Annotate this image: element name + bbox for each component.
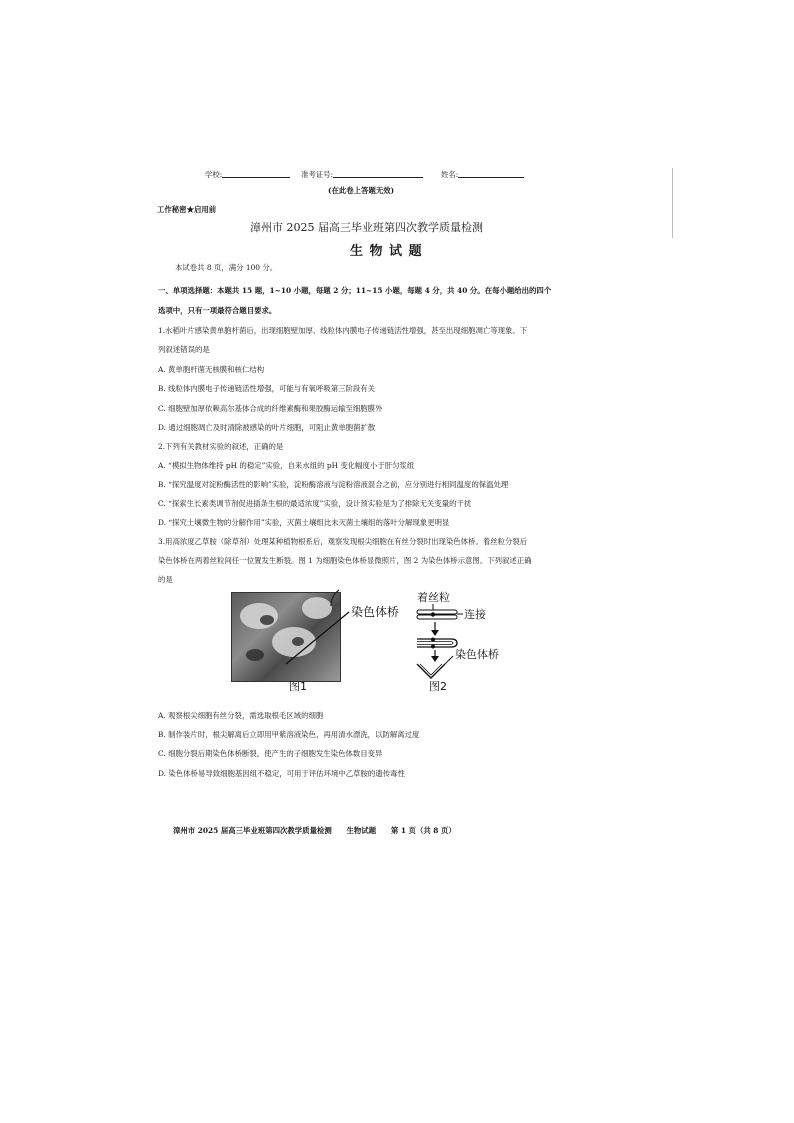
q1-stem-line2: 列叙述错误的是 <box>158 345 210 354</box>
school-field <box>205 168 290 180</box>
q3-stem-line2: 染色体桥在两着丝粒间任一位置发生断裂。图 1 为细胞染色体桥显微照片，图 2 为染色体桥示意图。下列叙述正确 <box>158 556 532 565</box>
scan-edge-mark <box>672 168 677 238</box>
fig2-arrowhead-1 <box>431 630 439 636</box>
fig1-callout-line <box>286 612 349 664</box>
section-heading-line1: 一、单项选择题：本题共 15 题，1~10 小题，每题 2 分；11~15 小题，每题 4 分，共 40 分。在每小题给出的四个 <box>158 286 552 295</box>
fig2-centromere-label: 着丝粒 <box>417 591 450 604</box>
q3-option-c: C. 细胞分裂后期染色体桥断裂，使产生的子细胞发生染色体数目变异 <box>158 749 383 758</box>
answer-note: (在此卷上答题无效) <box>328 186 395 195</box>
name-field <box>441 168 524 180</box>
q1-stem-line1: 1.水稻叶片感染黄单胞杆菌后，出现细胞壁加厚、线粒体内膜电子传递链活性增强，甚至出现细胞凋亡等现象。下 <box>158 326 528 335</box>
paper-intro: 本试卷共 8 页，满分 100 分。 <box>175 263 278 272</box>
q2-stem: 2.下列有关教材实验的叙述，正确的是 <box>158 442 284 451</box>
fig2-fused-chromatid <box>417 639 457 647</box>
fig2-chromatid-bottom <box>417 615 457 619</box>
fig1-label: 图1 <box>289 680 307 693</box>
section-heading-line2: 选项中，只有一项最符合题目要求。 <box>158 306 277 315</box>
fig2-fused-chromatid-inner <box>417 642 453 645</box>
q1-option-a: A. 黄单胞杆菌无核膜和核仁结构 <box>158 365 265 374</box>
q2-option-c: C. “探索生长素类调节剂促进插条生根的最适浓度”实验，设计预实验是为了排除无关变量的干扰 <box>158 499 472 508</box>
micrograph-corner-arc <box>331 590 339 606</box>
q3-stem-line1: 3.用高浓度乙草胺（除草剂）处理某种植物根系后，观察发现根尖细胞在有丝分裂时出现染色体桥。着丝粒分裂后 <box>158 537 528 546</box>
name-label: 姓名: <box>441 170 459 179</box>
q2-option-b: B. “探究温度对淀粉酶活性的影响”实验，淀粉酶溶液与淀粉溶液混合之前，应分别进行相同温度的保温处理 <box>158 480 509 489</box>
q1-option-d: D. 通过细胞凋亡及时清除被感染的叶片细胞，可阻止黄单胞菌扩散 <box>158 423 376 432</box>
q3-option-d: D. 染色体桥易导致细胞基因组不稳定，可用于评估环境中乙草胺的遗传毒性 <box>158 769 405 778</box>
fig2-bridge-shape <box>417 664 445 678</box>
subject-title: 生 物 试 题 <box>350 244 423 259</box>
figure-diagram-svg <box>231 586 521 696</box>
fig2-label: 图2 <box>429 680 447 693</box>
q3-option-a: A. 观察根尖细胞有丝分裂，需选取根毛区域的细胞 <box>158 711 324 720</box>
q3-option-b: B. 制作装片时，根尖解离后立即用甲紫溶液染色，再用清水漂洗，以防解离过度 <box>158 730 420 739</box>
fig2-chromatid-top <box>417 610 457 614</box>
confidential-mark: 工作秘密★启用前 <box>157 205 217 214</box>
fig1-callout-label: 染色体桥 <box>351 605 400 619</box>
fig2-centromere-dot <box>431 612 435 616</box>
fig2-centromere-dot-2 <box>431 638 435 642</box>
fig2-bridge-pointer <box>445 656 453 664</box>
q1-option-b: B. 线粒体内膜电子传递链活性增强，可能与有氧呼吸第三阶段有关 <box>158 384 376 393</box>
name-blank <box>458 168 524 178</box>
q1-option-c: C. 细胞壁加厚依赖高尔基体合成的纤维素酶和果胶酶运输至细胞膜外 <box>158 404 383 413</box>
page-footer: 漳州市 2025 届高三毕业班第四次教学质量检测 生物试题 第 1 页（共 8 页） <box>173 826 456 835</box>
fig2-centromere-dot-3 <box>431 645 435 649</box>
fig2-arrowhead-2 <box>431 656 439 662</box>
q2-option-d: D. “探究土壤微生物的分解作用”实验，灭菌土壤组比未灭菌土壤组的落叶分解现象更明显 <box>158 518 450 527</box>
exam-id-field <box>301 168 423 180</box>
q2-option-a: A. “模拟生物体维持 pH 的稳定”实验，自来水组的 pH 变化幅度小于肝匀浆组 <box>158 461 415 470</box>
school-blank <box>222 168 290 178</box>
school-label: 学校: <box>205 170 223 179</box>
exam-title: 漳州市 2025 届高三毕业班第四次教学质量检测 <box>250 221 483 234</box>
exam-id-blank <box>333 168 423 178</box>
q3-stem-line3: 的是 <box>158 575 173 584</box>
fig2-bridge-label: 染色体桥 <box>455 648 499 661</box>
fig2-link-label: 连接 <box>464 608 486 621</box>
exam-id-label: 准考证号: <box>301 170 334 179</box>
